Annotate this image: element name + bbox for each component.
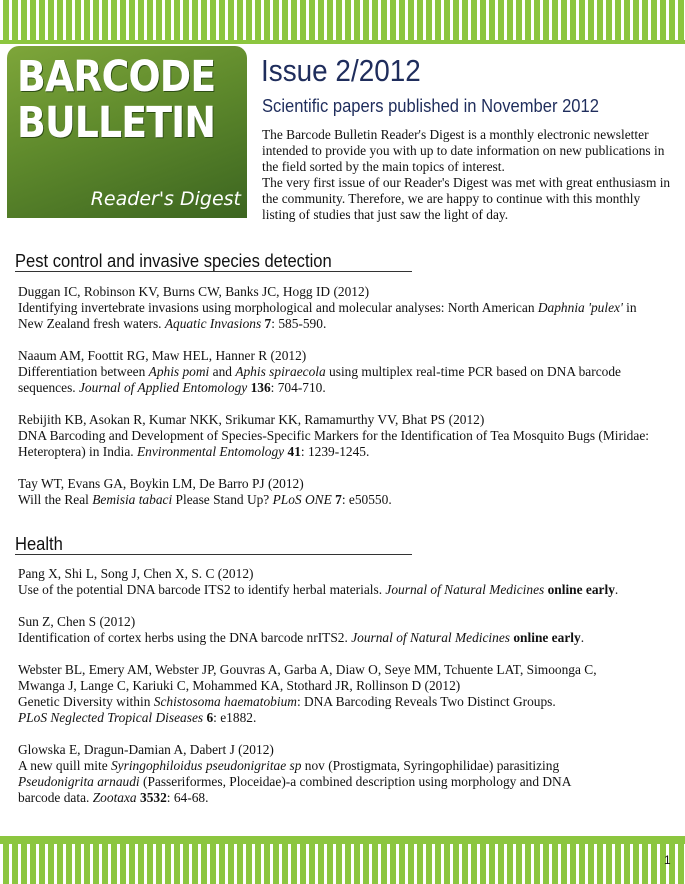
ref-title: A new quill mite Syringophiloidus pseudonigritae sp nov (Prostigmata, Syringophilidae) parasitizing — [18, 758, 560, 773]
ref-authors: Rebijith KB, Asokan R, Kumar NKK, Srikumar KK, Ramamurthy VV, Bhat PS (2012) — [18, 412, 485, 427]
reference-glowska — [18, 742, 668, 806]
ref-title: Identification of cortex herbs using the DNA barcode nrITS2. Journal of Natural Medicines online early. — [18, 630, 585, 645]
ref-citation: sequences. Journal of Applied Entomology 136: 704-710. — [18, 380, 326, 395]
logo-readers-digest: Reader's Digest — [90, 188, 241, 210]
issue-title: Issue 2/2012 — [261, 53, 421, 88]
ref-authors-cont: Mwanga J, Lange C, Kariuki C, Mohammed KA, Stothard JR, Rollinson D (2012) — [18, 678, 461, 693]
reference-sun — [18, 614, 668, 646]
ref-title: DNA Barcoding and Development of Species-Specific Markers for the Identification of Tea Mosquito Bugs (Miridae: — [18, 428, 649, 443]
intro-text — [262, 127, 672, 223]
ref-authors: Glowska E, Dragun-Damian A, Dabert J (2012) — [18, 742, 274, 757]
reference-rebijith — [18, 412, 668, 460]
ref-authors: Webster BL, Emery AM, Webster JP, Gouvras A, Garba A, Diaw O, Seye MM, Tchuente LAT, Simoonga C, — [18, 662, 597, 677]
logo-word-barcode: BARCODE — [17, 52, 216, 102]
ref-title: Identifying invertebrate invasions using morphological and molecular analyses: North American Daphnia 'pulex' in — [18, 300, 637, 315]
ref-authors: Sun Z, Chen S (2012) — [18, 614, 136, 629]
logo-word-bulletin: BULLETIN — [17, 98, 216, 148]
ref-authors: Pang X, Shi L, Song J, Chen X, S. C (2012) — [18, 566, 254, 581]
ref-citation: New Zealand fresh waters. Aquatic Invasions 7: 585-590. — [18, 316, 327, 331]
issue-subtitle: Scientific papers published in November 2012 — [262, 96, 599, 116]
bottom-band — [0, 836, 685, 844]
ref-citation: barcode data. Zootaxa 3532: 64-68. — [18, 790, 209, 805]
section-heading-health: Health — [15, 534, 412, 555]
ref-title-cont: Pseudonigrita arnaudi (Passeriformes, Ploceidae)-a combined description using morphology and DNA — [18, 774, 572, 789]
ref-authors: Naaum AM, Foottit RG, Maw HEL, Hanner R (2012) — [18, 348, 307, 363]
reference-webster — [18, 662, 668, 726]
top-stripe-decoration — [0, 0, 685, 40]
ref-title: Will the Real Bemisia tabaci Please Stand Up? PLoS ONE 7: e50550. — [18, 492, 392, 507]
intro-paragraph-2: The very first issue of our Reader's Digest was met with great enthusiasm in the community. Therefore, we are happy to continue with this monthly listing of studies that just saw the light of day. — [262, 175, 671, 222]
ref-citation: Heteroptera) in India. Environmental Entomology 41: 1239-1245. — [18, 444, 370, 459]
reference-naaum — [18, 348, 668, 396]
page-number: 1 — [664, 853, 671, 867]
ref-title: Genetic Diversity within Schistosoma haematobium: DNA Barcoding Reveals Two Distinct Groups. — [18, 694, 556, 709]
ref-title: Use of the potential DNA barcode ITS2 to identify herbal materials. Journal of Natural Medicines online early. — [18, 582, 619, 597]
reference-tay — [18, 476, 668, 508]
ref-citation: PLoS Neglected Tropical Diseases 6: e1882. — [18, 710, 257, 725]
ref-title: Differentiation between Aphis pomi and Aphis spiraecola using multiplex real-time PCR based on DNA barcode — [18, 364, 621, 379]
top-band — [0, 40, 685, 44]
ref-authors: Duggan IC, Robinson KV, Burns CW, Banks JC, Hogg ID (2012) — [18, 284, 370, 299]
reference-duggan — [18, 284, 668, 332]
bottom-stripe-decoration — [0, 844, 685, 884]
section-heading-pest-control: Pest control and invasive species detection — [15, 251, 412, 272]
reference-pang — [18, 566, 668, 598]
intro-paragraph-1: The Barcode Bulletin Reader's Digest is a monthly electronic newsletter intended to provide you with up to date information on new publications in the field sorted by the main topics of interest. — [262, 127, 665, 174]
barcode-bulletin-logo — [7, 46, 247, 218]
ref-authors: Tay WT, Evans GA, Boykin LM, De Barro PJ (2012) — [18, 476, 304, 491]
